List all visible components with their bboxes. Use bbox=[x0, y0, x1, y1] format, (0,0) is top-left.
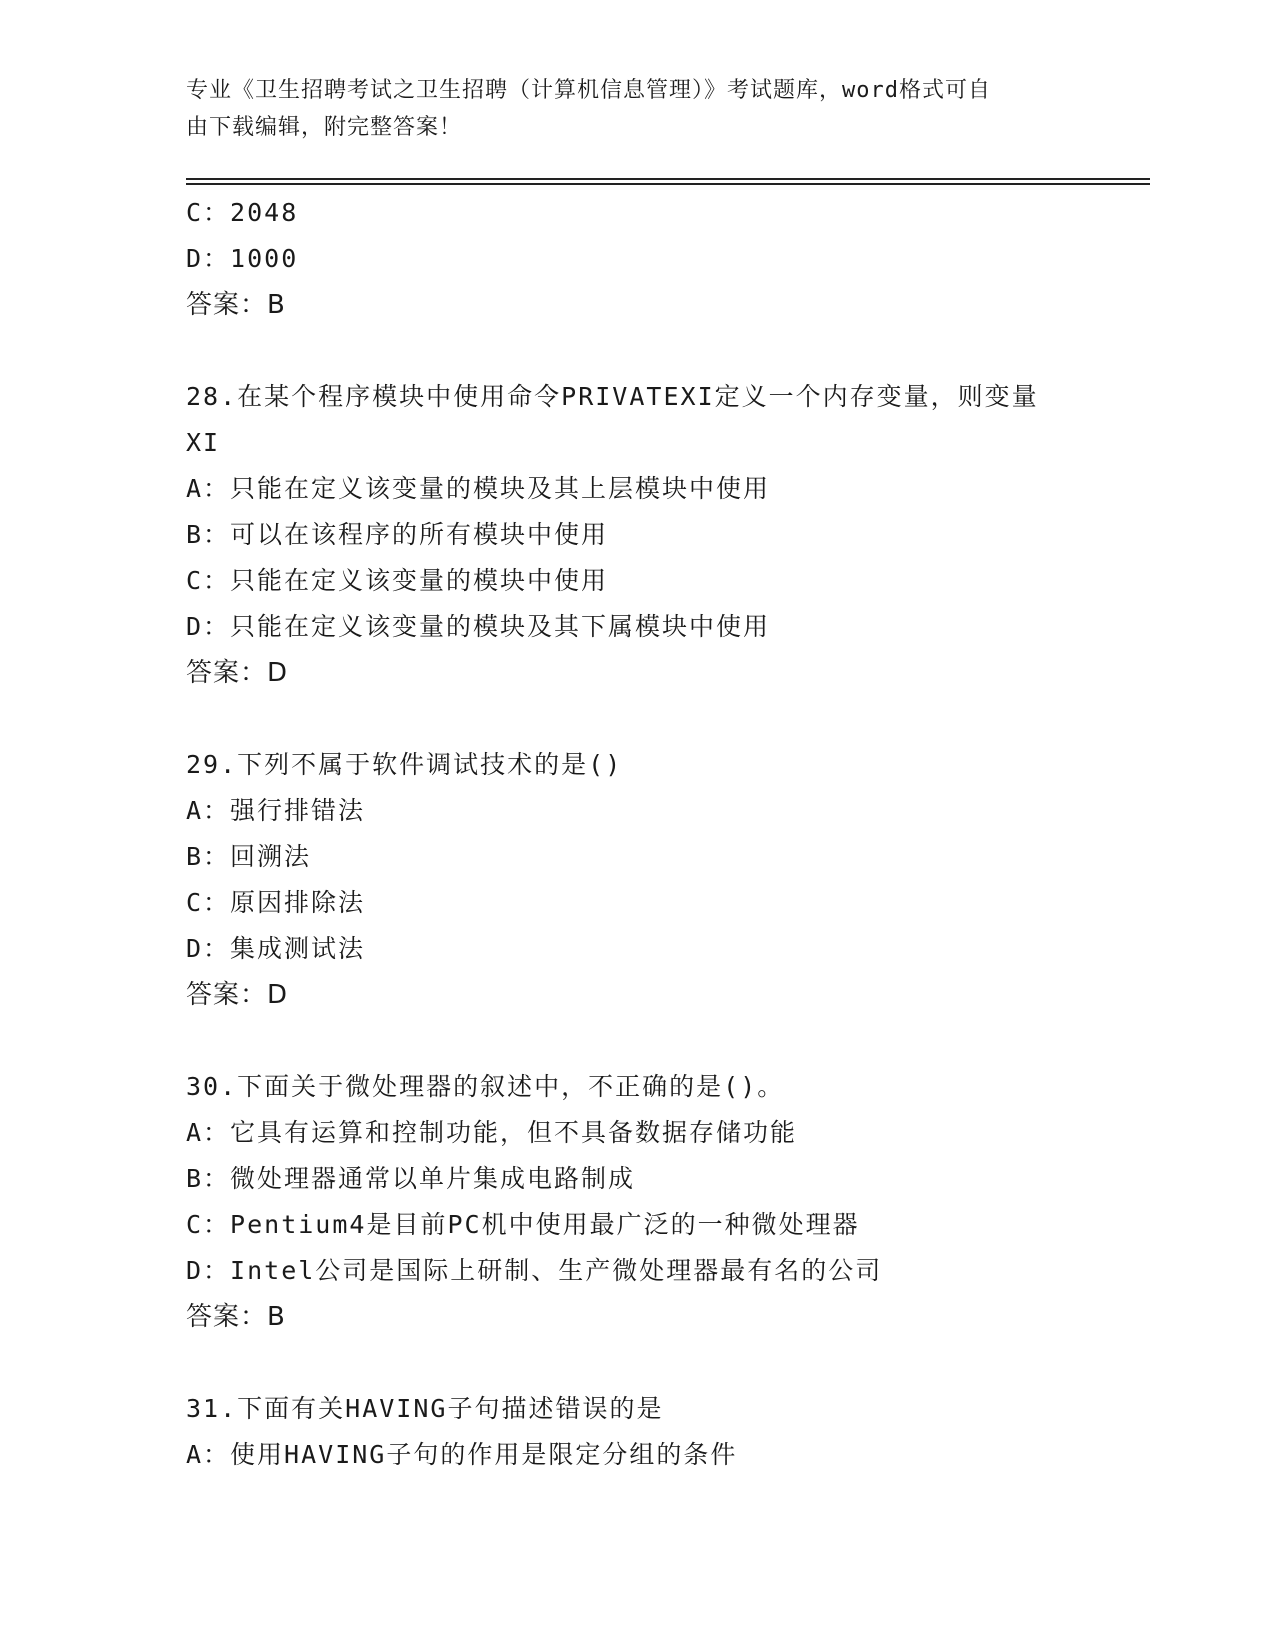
answer-line: 答案：D bbox=[186, 658, 289, 688]
option-a: A：只能在定义该变量的模块及其上层模块中使用 bbox=[186, 474, 771, 503]
question-stem: 29.下列不属于软件调试技术的是() bbox=[186, 750, 623, 779]
header-rule-bottom bbox=[186, 183, 1150, 185]
question-stem: 31.下面有关HAVING子句描述错误的是 bbox=[186, 1394, 664, 1423]
question-stem: 28.在某个程序模块中使用命令PRIVATEXI定义一个内存变量，则变量 bbox=[186, 382, 1039, 411]
question-31 bbox=[186, 1386, 1150, 1478]
option-d: D：集成测试法 bbox=[186, 934, 366, 963]
page-header bbox=[186, 72, 1066, 146]
question-27-continued bbox=[186, 190, 1150, 328]
option-c: C：Pentium4是目前PC机中使用最广泛的一种微处理器 bbox=[186, 1210, 860, 1239]
option-a: A：强行排错法 bbox=[186, 796, 366, 825]
answer-line: 答案：B bbox=[186, 290, 286, 320]
question-stem-continued: XI bbox=[186, 428, 221, 457]
question-29 bbox=[186, 742, 1150, 1018]
header-rule-top bbox=[186, 178, 1150, 180]
option-d: D：只能在定义该变量的模块及其下属模块中使用 bbox=[186, 612, 771, 641]
option-c: C：原因排除法 bbox=[186, 888, 366, 917]
option-d: D：Intel公司是国际上研制、生产微处理器最有名的公司 bbox=[186, 1256, 883, 1285]
option-b: B：可以在该程序的所有模块中使用 bbox=[186, 520, 609, 549]
option-a: A：它具有运算和控制功能，但不具备数据存储功能 bbox=[186, 1118, 798, 1147]
answer-line: 答案：B bbox=[186, 1302, 286, 1332]
option-b: B：微处理器通常以单片集成电路制成 bbox=[186, 1164, 636, 1193]
option-a: A：使用HAVING子句的作用是限定分组的条件 bbox=[186, 1440, 738, 1469]
option-d: D：1000 bbox=[186, 244, 299, 273]
option-c: C：2048 bbox=[186, 198, 299, 227]
option-c: C：只能在定义该变量的模块中使用 bbox=[186, 566, 609, 595]
header-line-2: 由下载编辑，附完整答案！ bbox=[186, 115, 463, 140]
option-b: B：回溯法 bbox=[186, 842, 312, 871]
question-30 bbox=[186, 1064, 1150, 1340]
answer-line: 答案：D bbox=[186, 980, 289, 1010]
question-list bbox=[186, 190, 1150, 1478]
question-28 bbox=[186, 374, 1150, 696]
header-line-1: 专业《卫生招聘考试之卫生招聘（计算机信息管理）》考试题库，word格式可自 bbox=[186, 78, 991, 103]
question-stem: 30.下面关于微处理器的叙述中，不正确的是()。 bbox=[186, 1072, 785, 1101]
